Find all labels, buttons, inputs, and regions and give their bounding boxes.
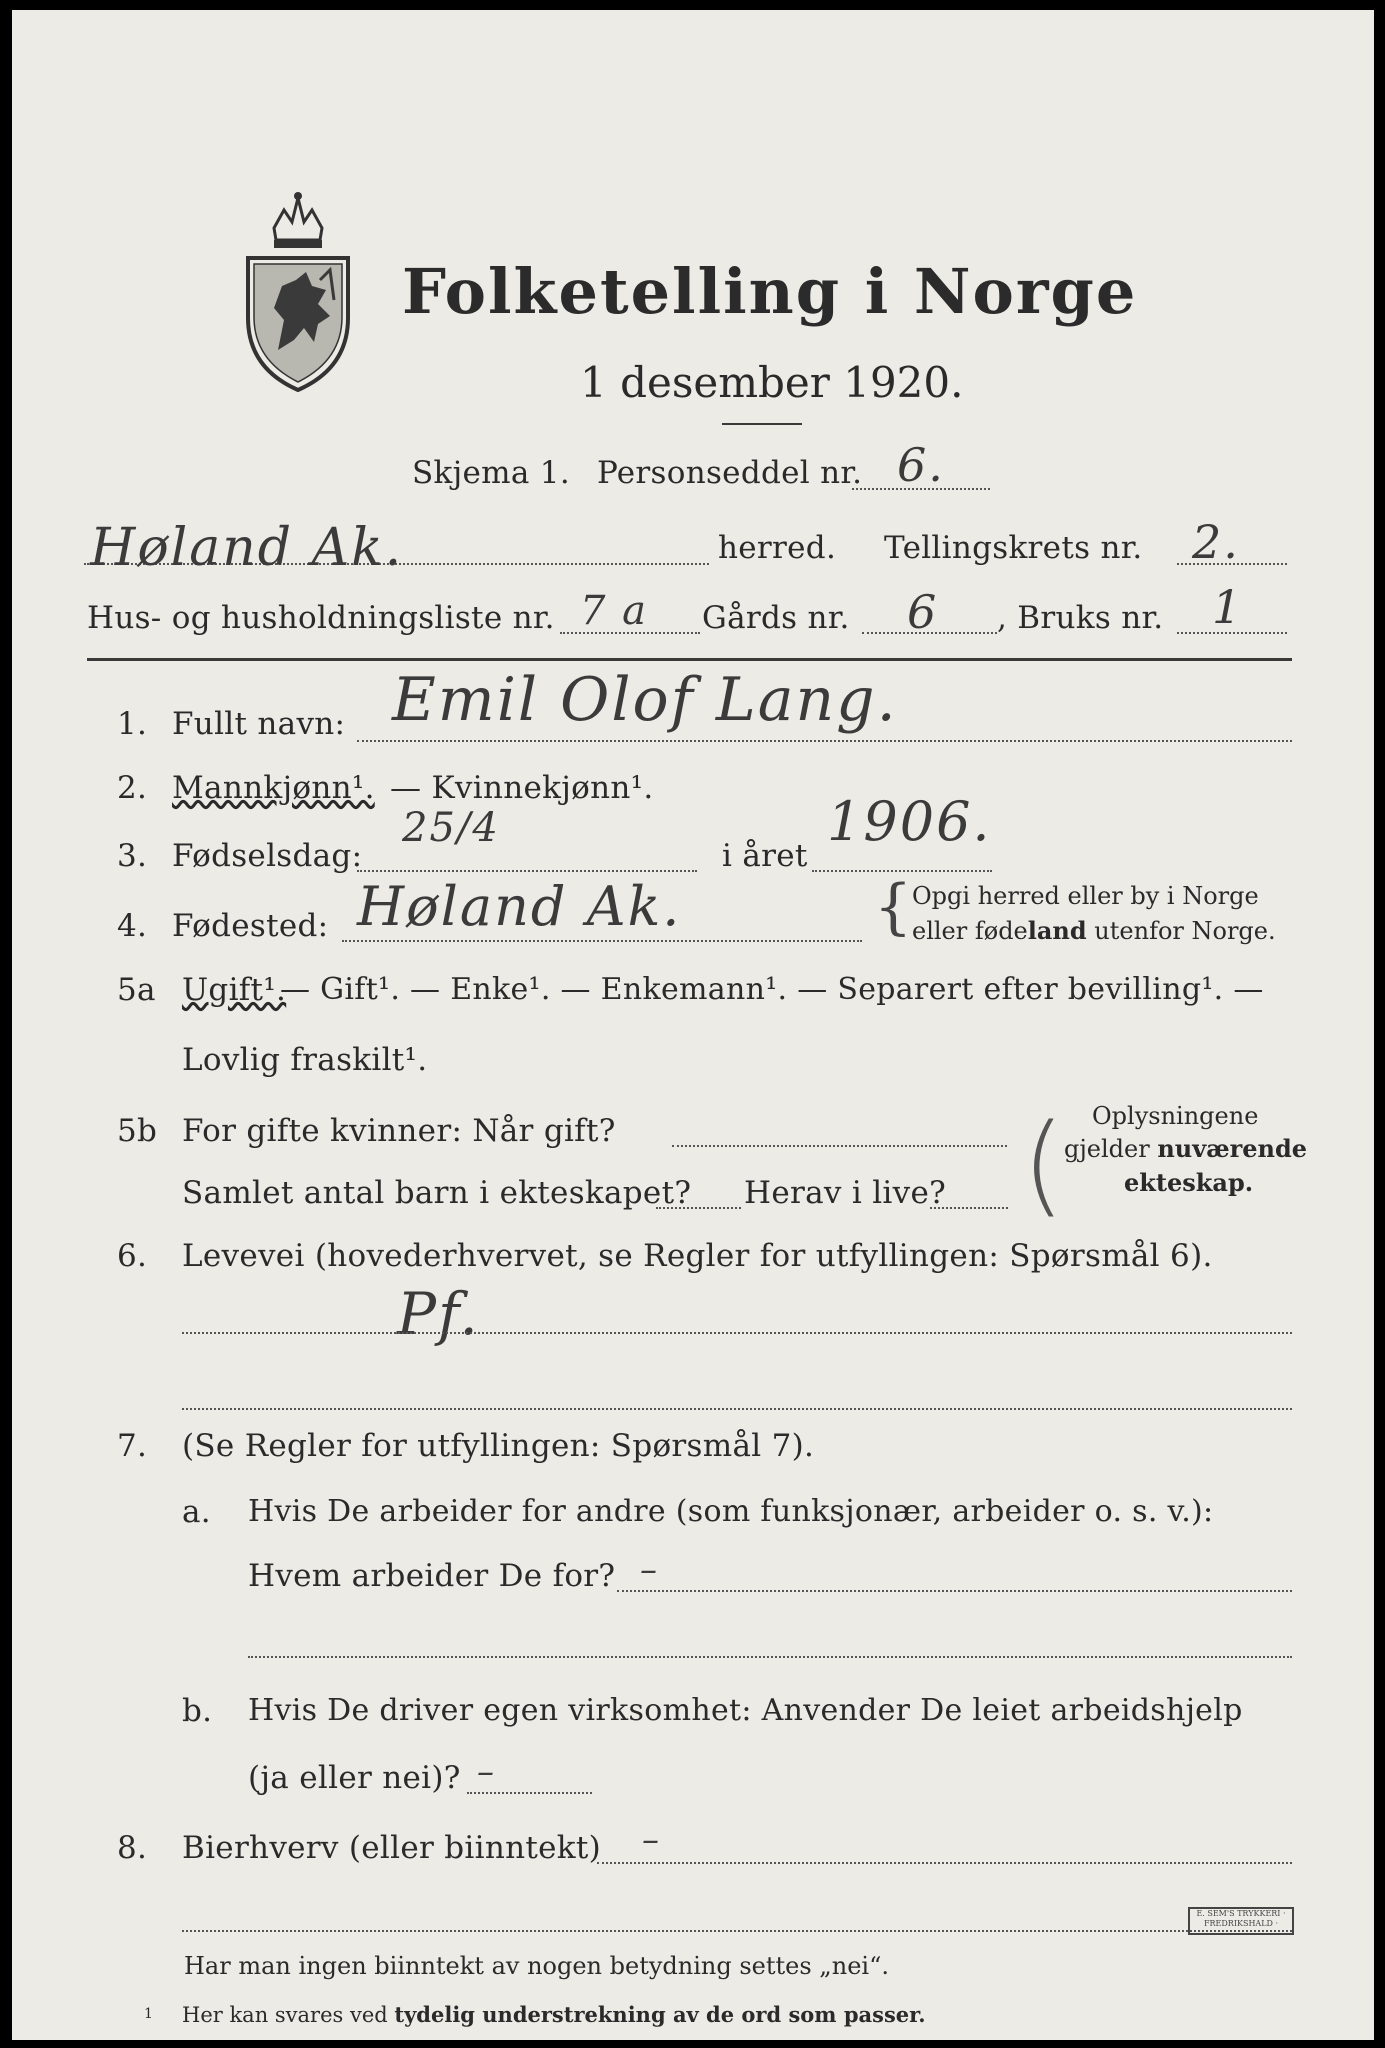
birth-year-value[interactable]: 1906.	[827, 790, 992, 853]
herred-value[interactable]: Høland Ak.	[90, 518, 404, 578]
q7-label: (Se Regler for utfyllingen: Spørsmål 7).	[182, 1428, 815, 1464]
q2-number: 2.	[117, 770, 148, 806]
q7a-question: Hvis De arbeider for andre (som funksjonær, arbeider o. s. v.):	[248, 1494, 1214, 1529]
header-divider	[87, 658, 1292, 661]
q3-birthday-line	[357, 870, 697, 872]
q5b-note-line2: gjelder nuværende	[1064, 1134, 1308, 1163]
census-form-page	[12, 10, 1374, 2040]
gards-label: Gårds nr.	[702, 600, 850, 636]
q4-brace: {	[874, 872, 913, 942]
form-title: Folketelling i Norge	[402, 255, 1138, 328]
q5b-brace: (	[1022, 1100, 1065, 1228]
personseddel-nr-value[interactable]: 6.	[897, 438, 945, 492]
skjema-label: Skjema 1.	[412, 455, 570, 491]
q5b-children-label: Samlet antal barn i ekteskapet?	[182, 1175, 692, 1211]
q7a-letter: a.	[182, 1494, 211, 1530]
q5a-number: 5a	[117, 972, 156, 1008]
q5b-alive-line	[930, 1207, 1008, 1209]
q1-label: Fullt navn:	[172, 706, 346, 742]
husliste-label: Hus- og husholdningsliste nr.	[87, 600, 555, 636]
bruks-label: , Bruks nr.	[997, 600, 1164, 636]
q6-label: Levevei (hovederhvervet, se Regler for utfyllingen: Spørsmål 6).	[182, 1238, 1213, 1274]
occupation-value[interactable]: Pf.	[397, 1280, 480, 1348]
birthplace-value[interactable]: Høland Ak.	[357, 875, 682, 938]
q5b-label: For gifte kvinner: Når gift?	[182, 1113, 616, 1149]
footer-note: Har man ingen biinntekt av nogen betydning settes „nei“.	[184, 1952, 889, 1980]
q3-label: Fødselsdag:	[172, 838, 363, 874]
q7a-employer-label: Hvem arbeider De for?	[248, 1558, 616, 1594]
footnote-text: Her kan svares ved tydelig understrekning av de ord som passer.	[182, 2002, 926, 2027]
norway-coat-of-arms-icon	[234, 190, 362, 395]
q5b-note-line1: Oplysningene	[1092, 1102, 1259, 1130]
side-income-value[interactable]: –	[642, 1820, 661, 1860]
q8-number: 8.	[117, 1830, 148, 1866]
marital-ugift-option[interactable]: Ugift¹.	[182, 972, 287, 1008]
tellingskrets-nr-value[interactable]: 2.	[1192, 515, 1240, 569]
q8-line-2	[182, 1930, 1292, 1932]
printer-stamp: E. SEM'S TRYKKERI · FREDRIKSHALD ·	[1188, 1907, 1294, 1935]
q8-line-1	[597, 1862, 1292, 1864]
q7a-employer-line	[617, 1590, 1292, 1592]
q7b-letter: b.	[182, 1693, 213, 1729]
hired-help-value[interactable]: –	[477, 1752, 496, 1792]
q6-number: 6.	[117, 1238, 148, 1274]
q3-number: 3.	[117, 838, 148, 874]
q5b-children-line	[656, 1207, 741, 1209]
q7b-line	[467, 1792, 592, 1794]
gards-nr-value[interactable]: 6	[907, 585, 939, 639]
q4-note-line1: Opgi herred eller by i Norge	[912, 882, 1259, 910]
full-name-value[interactable]: Emil Olof Lang.	[392, 665, 898, 735]
birthday-value[interactable]: 25/4	[402, 805, 500, 851]
gender-male-option[interactable]: Mannkjønn¹.	[172, 770, 375, 806]
bruks-nr-value[interactable]: 1	[1212, 580, 1244, 634]
q5b-note-line3: ekteskap.	[1124, 1168, 1254, 1197]
marital-fraskilt-option[interactable]: Lovlig fraskilt¹.	[182, 1042, 428, 1078]
q4-note-line2: eller fødeland utenfor Norge.	[912, 916, 1276, 945]
personseddel-label: Personseddel nr.	[597, 455, 863, 491]
q5b-number: 5b	[117, 1113, 158, 1149]
employer-value[interactable]: –	[640, 1550, 659, 1590]
q1-number: 1.	[117, 706, 148, 742]
q4-label: Fødested:	[172, 908, 329, 944]
footnote-number: 1	[144, 2006, 153, 2022]
census-date: 1 desember 1920.	[580, 358, 964, 407]
q7b-hired-help-label: (ja eller nei)?	[248, 1760, 461, 1796]
q1-line	[357, 740, 1292, 742]
q8-label: Bierhverv (eller biinntekt)	[182, 1830, 602, 1866]
q4-number: 4.	[117, 908, 148, 944]
herred-label: herred.	[718, 530, 837, 566]
q5b-alive-label: Herav i live?	[744, 1175, 947, 1211]
q5b-married-line	[672, 1145, 1007, 1147]
husliste-nr-value[interactable]: 7 a	[580, 588, 649, 634]
q6-line-1	[182, 1332, 1292, 1334]
q6-line-2	[182, 1408, 1292, 1410]
tellingskrets-label: Tellingskrets nr.	[884, 530, 1143, 566]
q3-year-label: i året	[722, 838, 808, 874]
marital-other-options[interactable]: — Gift¹. — Enke¹. — Enkemann¹. — Separert efter bevilling¹. —	[280, 972, 1264, 1007]
q7-number: 7.	[117, 1428, 148, 1464]
gender-female-option[interactable]: — Kvinnekjønn¹.	[390, 770, 654, 806]
q7a-line-2	[248, 1656, 1292, 1658]
q7b-question: Hvis De driver egen virksomhet: Anvender De leiet arbeidshjelp	[248, 1693, 1243, 1728]
title-divider	[722, 423, 802, 425]
q4-line	[342, 940, 862, 942]
